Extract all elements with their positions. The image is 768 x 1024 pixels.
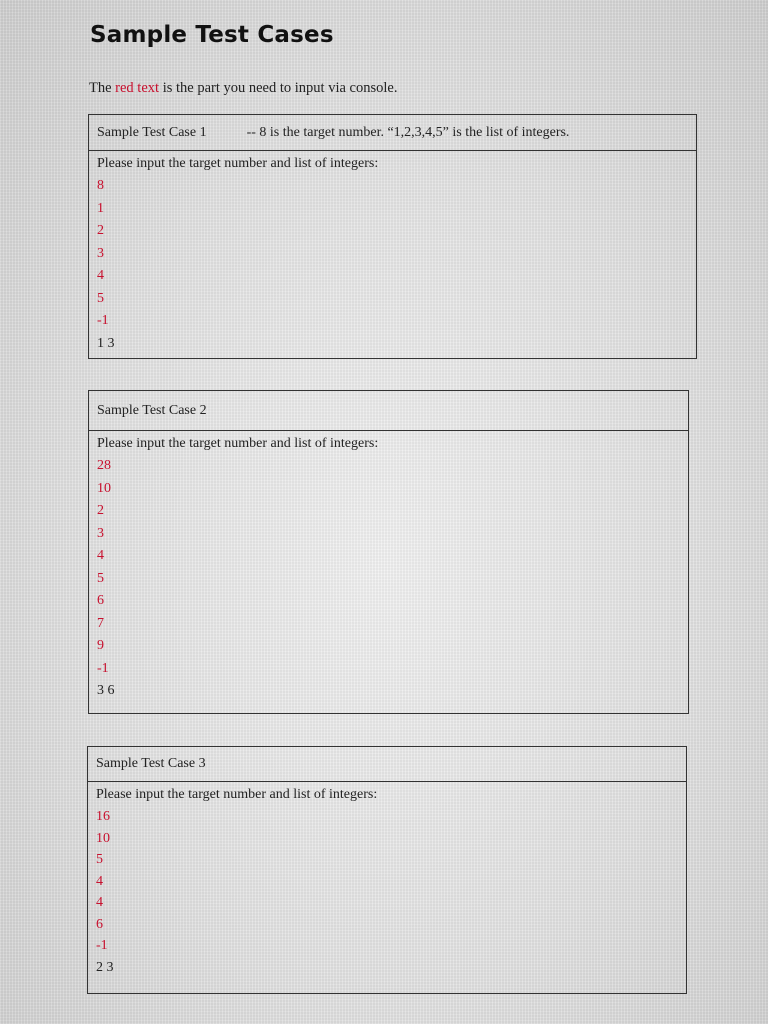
test-case-title: Sample Test Case 2: [97, 402, 207, 418]
console-input-line: -1: [97, 313, 109, 328]
console-input-line: 28: [97, 458, 111, 473]
intro-before: The: [89, 80, 112, 96]
console-input-line: 1: [97, 200, 104, 216]
console-output: [89, 151, 696, 355]
console-input-line: 6: [96, 916, 103, 932]
console-input-line: -1: [96, 938, 108, 953]
console-input-line: -1: [97, 660, 109, 676]
console-prompt: Please input the target number and list of integers:: [96, 787, 378, 802]
console-input-line: 5: [96, 852, 103, 867]
test-case-2: [88, 390, 689, 714]
console-input-line: 5: [97, 570, 104, 586]
console-result-line: 2 3: [96, 959, 114, 975]
console-input-line: 4: [96, 873, 103, 889]
page-title: Sample Test Cases: [90, 22, 334, 48]
console-input-line: 4: [97, 268, 104, 283]
console-input-line: 16: [96, 809, 110, 824]
console-result-line: 1 3: [97, 335, 115, 351]
test-case-header: [88, 747, 686, 782]
console-output: [88, 782, 686, 978]
intro-after: is the part you need to input via console.: [162, 80, 398, 96]
console-input-line: 4: [96, 895, 103, 910]
console-input-line: 2: [97, 223, 104, 238]
test-case-header: [89, 115, 696, 151]
console-output: [89, 431, 688, 703]
test-case-3: [87, 746, 687, 994]
console-input-line: 10: [97, 480, 111, 496]
console-input-line: 8: [97, 178, 104, 193]
test-case-1: [88, 114, 697, 359]
console-prompt: Please input the target number and list of integers:: [97, 436, 379, 451]
console-input-line: 4: [97, 548, 104, 563]
console-input-line: 2: [97, 503, 104, 518]
intro-text: [89, 80, 397, 97]
console-input-line: 7: [97, 615, 104, 631]
console-result-line: 3 6: [97, 683, 115, 698]
test-case-title: Sample Test Case 1: [97, 124, 207, 140]
console-prompt: Please input the target number and list of integers:: [97, 156, 379, 171]
console-input-line: 9: [97, 638, 104, 653]
console-input-line: 3: [97, 525, 104, 541]
console-input-line: 6: [97, 593, 104, 608]
console-input-line: 10: [96, 830, 110, 846]
console-input-line: 5: [97, 290, 104, 306]
console-input-line: 3: [97, 245, 104, 261]
test-case-title: Sample Test Case 3: [96, 756, 206, 771]
intro-red-text: red text: [115, 80, 160, 96]
test-case-note: -- 8 is the target number. “1,2,3,4,5” is the list of integers.: [246, 124, 570, 140]
test-case-header: [89, 391, 688, 431]
